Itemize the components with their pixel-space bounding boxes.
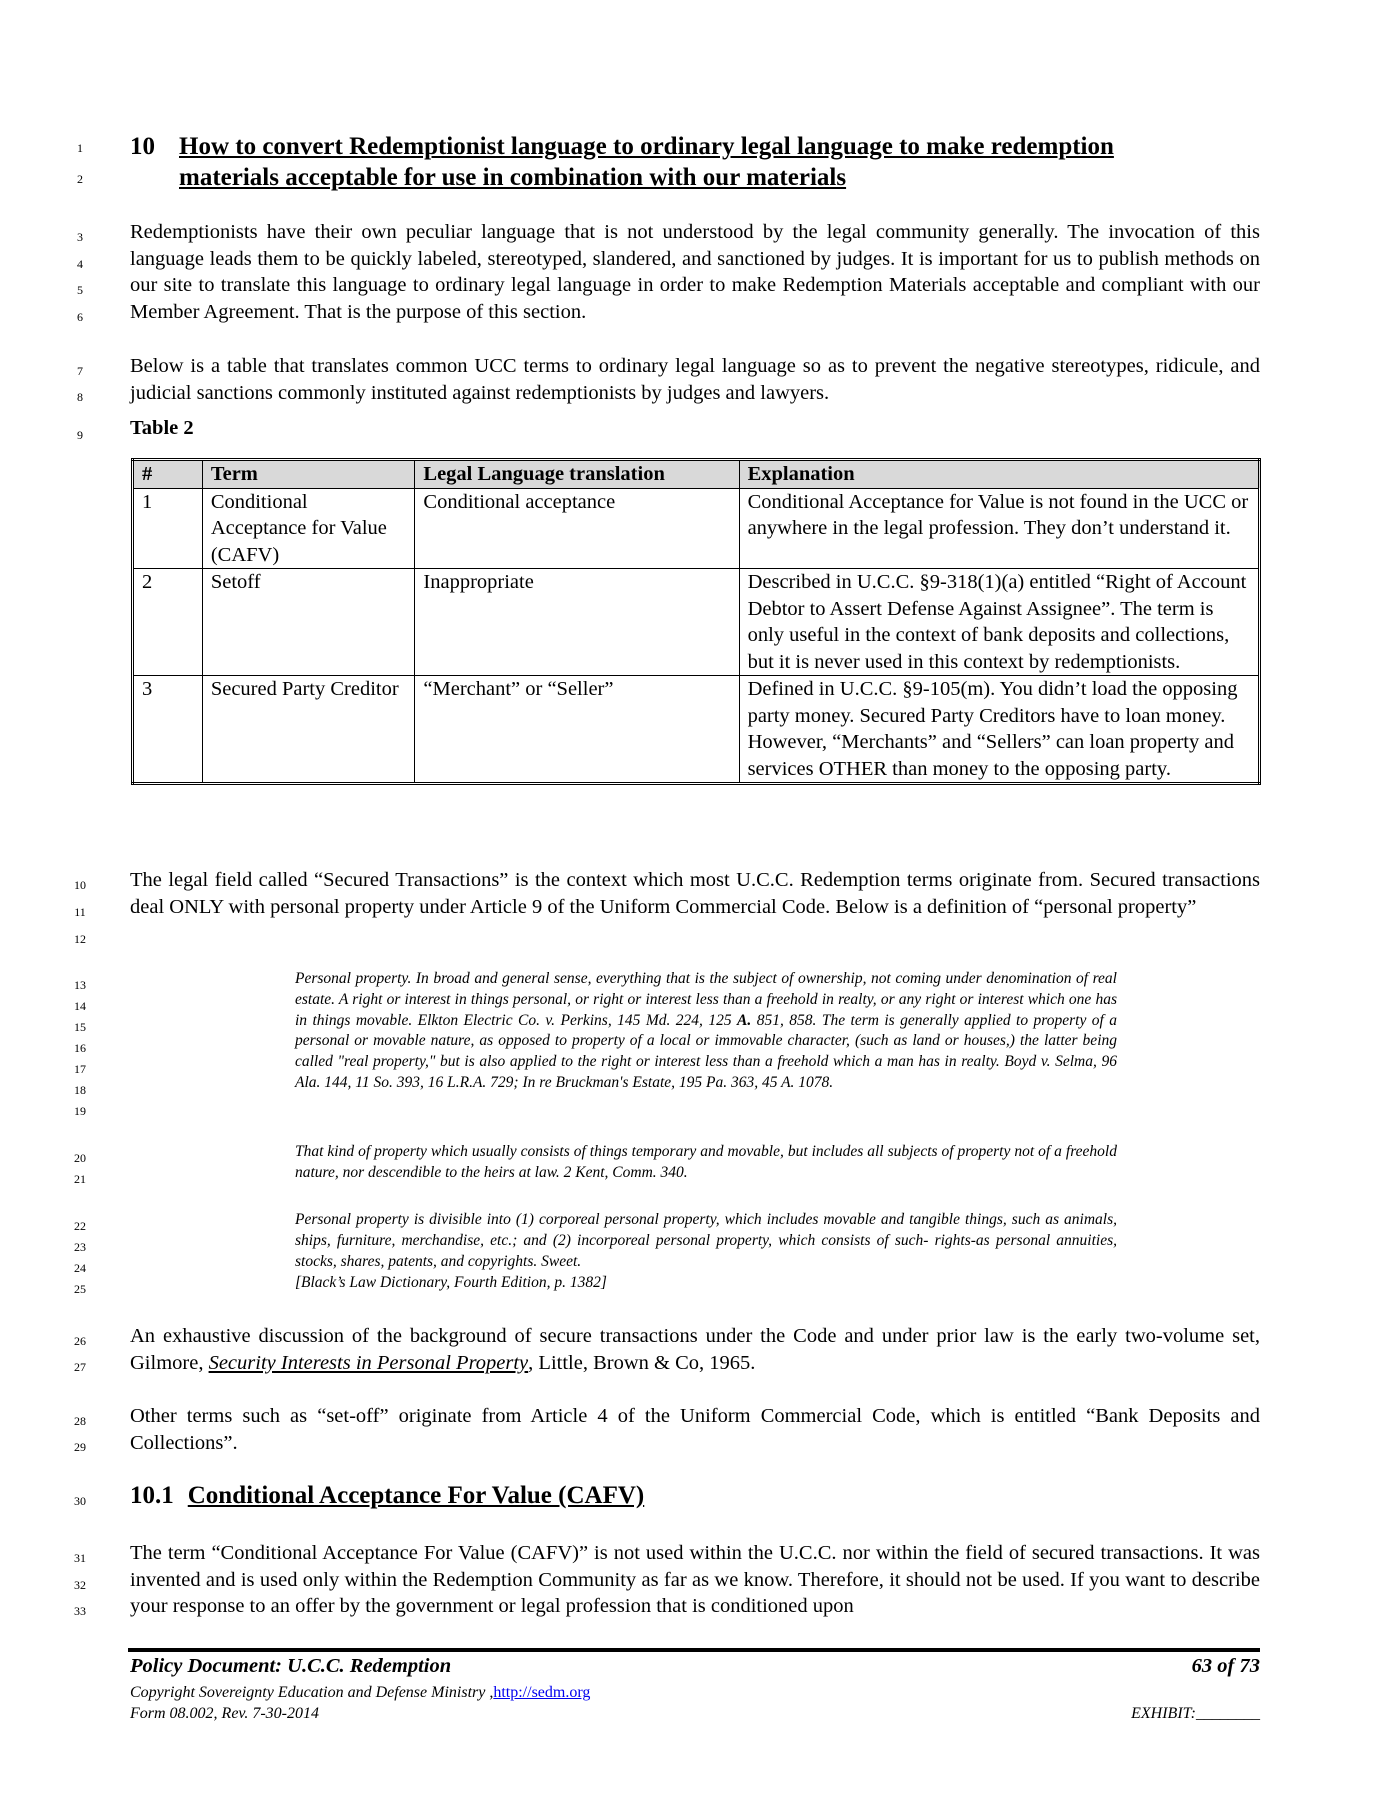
subsection-title: Conditional Acceptance For Value (CAFV) — [187, 1482, 645, 1509]
line-number: 5 — [77, 283, 83, 297]
paragraph-cafv: The term “Conditional Acceptance For Value (CAFV)” is not used within the U.C.C. nor within the field of secured transactions. It was invented and is used only within the Redemption Community as far as we know. Therefore, it should not be used. If you want to describe your response to an offer by the government or legal profession that is conditioned upon — [130, 1542, 1260, 1617]
subsection-number: 10.1 — [130, 1482, 174, 1509]
line-number: 7 — [77, 364, 83, 378]
line-number: 3 — [77, 230, 83, 244]
line-number: 2 — [77, 172, 83, 186]
line-number: 23 — [74, 1240, 86, 1254]
line-number: 28 — [74, 1414, 86, 1428]
footer-exhibit: EXHIBIT:________ — [1131, 1705, 1260, 1722]
cell-term: Setoff — [202, 569, 415, 676]
table-row — [133, 569, 1260, 676]
line-number: 18 — [74, 1083, 86, 1097]
col-header-number: # — [133, 460, 203, 489]
paragraph-secured-transactions: The legal field called “Secured Transactions” is the context which most U.C.C. Redemption terms originate from. Secured transactions deal ONLY with personal property under Article 9 of the Uniform Commercial Code. Below is a definition of “personal property” — [130, 869, 1260, 918]
line-number: 16 — [74, 1041, 86, 1055]
col-header-term: Term — [202, 460, 415, 489]
footer-divider — [128, 1648, 1260, 1652]
book-title: Security Interests in Personal Property — [208, 1351, 529, 1374]
footer-document-title: Policy Document: U.C.C. Redemption — [130, 1655, 452, 1677]
paragraph-table-intro: Below is a table that translates common UCC terms to ordinary legal language so as to prevent the negative stereotypes, ridicule, and judicial sanctions commonly instituted against redemptionists by judges and lawyers. — [130, 355, 1260, 404]
line-number: 22 — [74, 1219, 86, 1233]
section-title-line-2: materials acceptable for use in combination with our materials — [179, 164, 847, 191]
paragraph-set-off: Other terms such as “set-off” originate from Article 4 of the Uniform Commercial Code, which is entitled “Bank Deposits and Collections”. — [130, 1405, 1260, 1454]
line-number: 32 — [74, 1578, 86, 1592]
line-number: 20 — [74, 1151, 86, 1165]
quote-text: Personal property. In broad and general sense, everything that is the subject of ownership, not coming under denomination of real estate. A right or interest in things personal, or right or interest less than a freehold in realty, or any right or interest which one has in things movable. Elkton Electric Co. v. Perkins, 145 Md. 224, 125 — [295, 970, 1117, 1029]
line-number: 21 — [74, 1172, 86, 1186]
line-number: 1 — [77, 141, 83, 155]
line-number: 6 — [77, 310, 83, 324]
section-title-line-1: How to convert Redemptionist language to ordinary legal language to make redemption — [179, 133, 1114, 160]
copyright-text: Copyright Sovereignty Education and Defense Ministry , — [130, 1684, 494, 1701]
col-header-legal: Legal Language translation — [415, 460, 739, 489]
subsection-heading — [130, 1482, 644, 1510]
line-number: 15 — [74, 1020, 86, 1034]
line-number: 29 — [74, 1440, 86, 1454]
sedm-link[interactable]: http://sedm.org — [493, 1684, 591, 1701]
cell-legal: “Merchant” or “Seller” — [415, 676, 739, 784]
line-number: 17 — [74, 1062, 86, 1076]
table-row — [133, 488, 1260, 569]
cell-explanation: Described in U.C.C. §9-318(1)(a) entitled “Right of Account Debtor to Assert Defense Against Assignee”. The term is only useful in the context of bank deposits and collections, but it is never used in this context by redemptionists. — [739, 569, 1259, 676]
line-number: 4 — [77, 257, 83, 271]
definition-quote-2: That kind of property which usually consists of things temporary and movable, but includes all subjects of property not of a freehold nature, nor descendible to the heirs at law. 2 Kent, Comm. 340. — [295, 1143, 1117, 1181]
line-number: 24 — [74, 1261, 86, 1275]
paragraph-intro: Redemptionists have their own peculiar language that is not understood by the legal community generally. The invocation of this language leads them to be quickly labeled, stereotyped, slandered, and sanctioned by judges. It is important for us to publish methods on our site to translate this language to ordinary legal language in order to make Redemption Materials acceptable and compliant with our Member Agreement. That is the purpose of this section. — [130, 221, 1260, 323]
definition-quote-1 — [295, 969, 1117, 1094]
line-number: 13 — [74, 978, 86, 992]
cell-explanation: Conditional Acceptance for Value is not found in the UCC or anywhere in the legal profession. They don’t understand it. — [739, 488, 1259, 569]
cell-term: Secured Party Creditor — [202, 676, 415, 784]
footer-page-number: 63 of 73 — [1191, 1655, 1260, 1677]
paragraph-gilmore — [130, 1323, 1260, 1376]
line-number: 26 — [74, 1334, 86, 1348]
line-number: 25 — [74, 1282, 86, 1296]
line-number: 11 — [74, 905, 86, 919]
cell-number: 1 — [133, 488, 203, 569]
translation-table — [131, 458, 1261, 785]
section-number: 10 — [130, 133, 155, 160]
line-number: 27 — [74, 1360, 86, 1374]
footer-form-number: Form 08.002, Rev. 7-30-2014 — [130, 1705, 319, 1722]
table-header-row — [133, 460, 1260, 489]
col-header-explanation: Explanation — [739, 460, 1259, 489]
line-number: 8 — [77, 390, 83, 404]
table-label: Table 2 — [130, 417, 194, 439]
line-number: 30 — [74, 1494, 86, 1508]
line-number: 19 — [74, 1104, 86, 1118]
table-row — [133, 676, 1260, 784]
quote-bold: A. — [737, 1011, 752, 1029]
cell-explanation: Defined in U.C.C. §9-105(m). You didn’t load the opposing party money. Secured Party Creditors have to loan money. However, “Merchants” and “Sellers” can loan property and services OTHER than money to the opposing party. — [739, 676, 1259, 784]
cell-legal: Conditional acceptance — [415, 488, 739, 569]
definition-quote-3: Personal property is divisible into (1) corporeal personal property, which includes movable and tangible things, such as animals, ships, furniture, merchandise, etc.; and (2) incorporeal personal property, which consists of such- rights-as personal annuities, stocks, shares, patents, and copyrights. Sweet. — [295, 1211, 1117, 1270]
line-number: 10 — [74, 878, 86, 892]
cell-number: 2 — [133, 569, 203, 676]
cell-number: 3 — [133, 676, 203, 784]
quote-text: 851, 858. The term is generally applied to property of a personal or movable nature, as opposed to property of a local or immovable character, (such as land or houses,) the latter being called "real property," but is also applied to the right or interest less than a freehold which a man has in realty. Boyd v. Selma, 96 Ala. 144, 11 So. 393, 16 L.R.A. 729; In re Bruckman's Estate, 195 Pa. 363, 45 A. 1078. — [295, 1011, 1117, 1091]
paragraph-text: , Little, Brown & Co, 1965. — [528, 1351, 756, 1374]
line-number: 31 — [74, 1551, 86, 1565]
cell-term: Conditional Acceptance for Value (CAFV) — [202, 488, 415, 569]
line-number: 14 — [74, 999, 86, 1013]
line-number: 9 — [77, 428, 83, 442]
line-number: 12 — [74, 932, 86, 946]
cell-legal: Inappropriate — [415, 569, 739, 676]
quote-citation: [Black’s Law Dictionary, Fourth Edition, p. 1382] — [295, 1274, 607, 1291]
footer-copyright — [130, 1684, 590, 1702]
paragraph-text: An exhaustive discussion of the background of secure transactions under the Code and under prior law is the early two-volume set, Gilmore, — [130, 1325, 1260, 1374]
line-number: 33 — [74, 1604, 86, 1618]
